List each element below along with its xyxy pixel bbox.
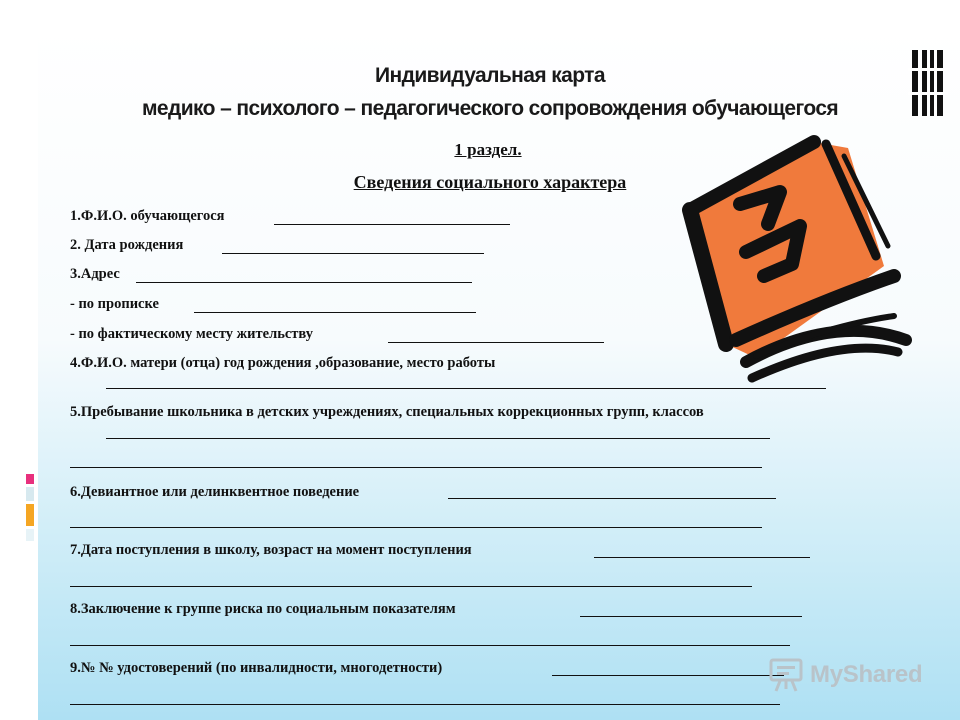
field-stay-label: 5.Пребывание школьника в детских учреждениях, специальных коррекционных групп, классов [70, 404, 704, 420]
field-parents-label: 4.Ф.И.О. матери (отца) год рождения ,образование, место работы [70, 355, 496, 371]
field-registration-label: - по прописке [70, 296, 159, 312]
field-deviant-blank-1[interactable] [448, 498, 776, 499]
field-fio-blank[interactable] [274, 224, 510, 225]
field-certificates-blank-1[interactable] [552, 675, 784, 676]
field-address-label: 3.Адрес [70, 266, 120, 282]
field-actual-label: - по фактическому месту жительству [70, 326, 314, 342]
field-certificates-label: 9.№ № удостоверений (по инвалидности, многодетности) [70, 660, 443, 676]
book-icon [676, 126, 916, 388]
field-parents-blank[interactable] [106, 388, 826, 389]
presentation-board-icon [768, 657, 804, 693]
field-actual-blank[interactable] [388, 342, 604, 343]
left-accent-bars [26, 474, 36, 544]
field-admission-blank-2[interactable] [70, 586, 752, 587]
field-admission-label: 7.Дата поступления в школу, возраст на момент поступления [70, 542, 472, 558]
field-conclusion-blank-2[interactable] [70, 645, 790, 646]
field-conclusion-label: 8.Заключение к группе риска по социальным показателям [70, 601, 456, 617]
field-address-blank[interactable] [136, 282, 472, 283]
field-stay-blank-2[interactable] [70, 467, 762, 468]
field-conclusion-blank-1[interactable] [580, 616, 802, 617]
field-stay-blank-1[interactable] [106, 438, 770, 439]
field-registration-blank[interactable] [194, 312, 476, 313]
field-deviant-blank-2[interactable] [70, 527, 762, 528]
field-certificates-blank-2[interactable] [70, 704, 780, 705]
field-birth-label: 2. Дата рождения [70, 237, 184, 253]
field-fio-label: 1.Ф.И.О. обучающегося [70, 208, 225, 224]
field-birth-blank[interactable] [222, 253, 484, 254]
title-line-2: медико – психолого – педагогического сопровождения обучающегося [141, 97, 839, 120]
section-name: Сведения социального характера [353, 172, 627, 192]
field-admission-blank-1[interactable] [594, 557, 810, 558]
myshared-watermark [768, 655, 922, 695]
section-number: 1 раздел. [454, 140, 522, 159]
title-line-1: Индивидуальная карта [375, 64, 605, 87]
field-deviant-label: 6.Девиантное или делинквентное поведение [70, 484, 360, 500]
watermark-text: MyShared [810, 661, 923, 688]
